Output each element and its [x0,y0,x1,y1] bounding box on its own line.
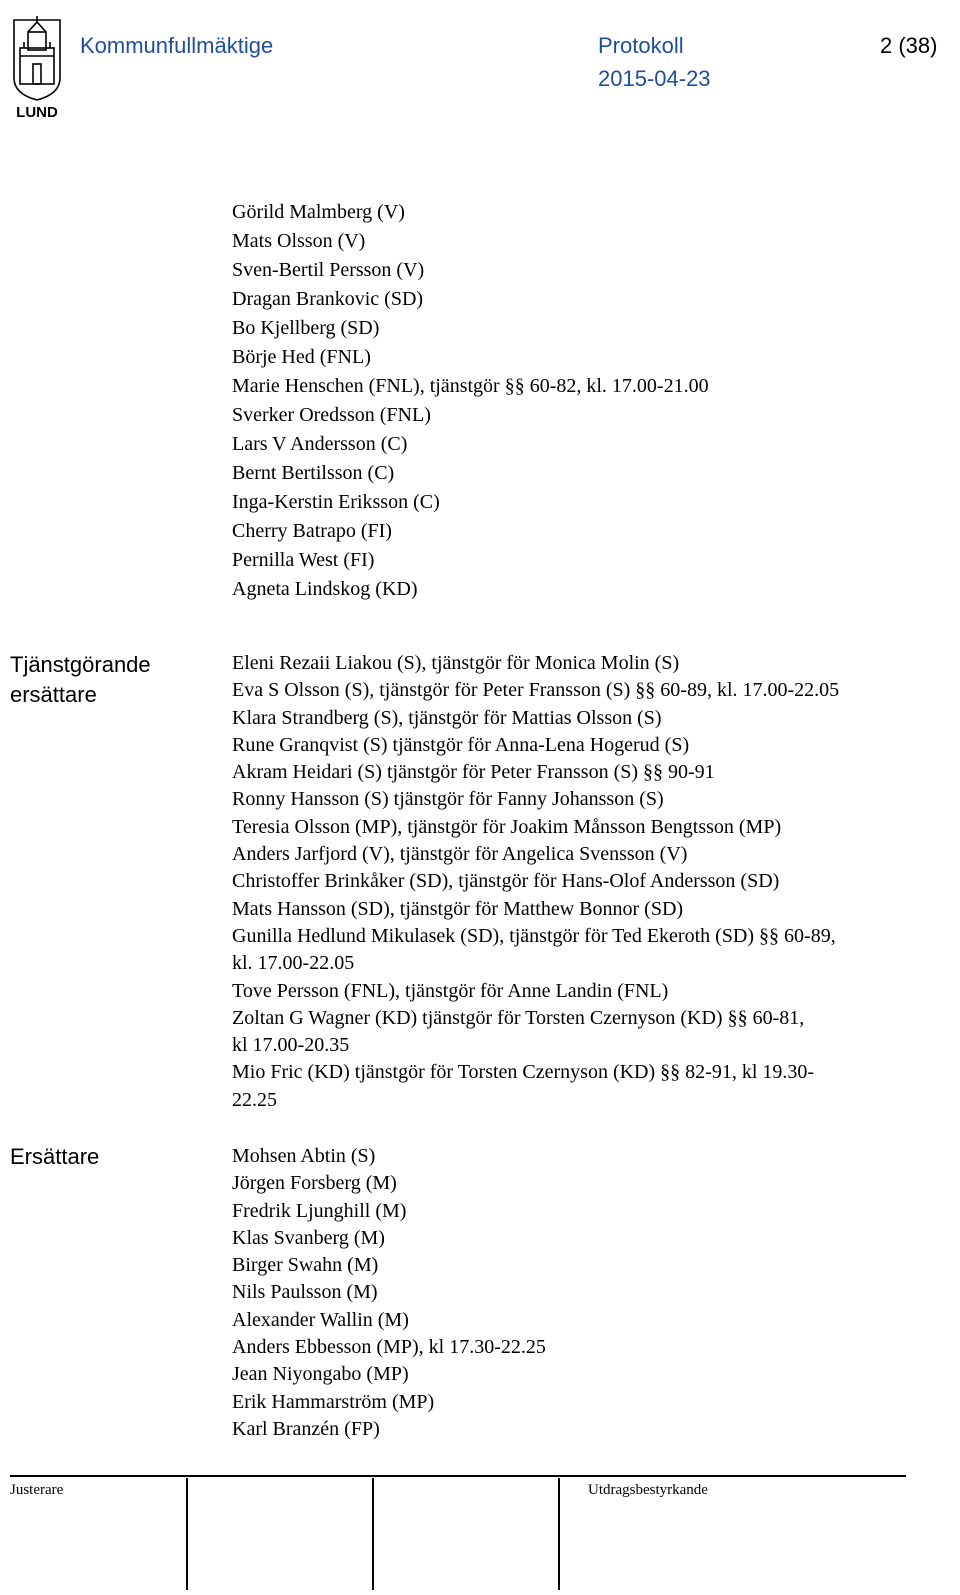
certification-label: Utdragsbestyrkande [588,1482,708,1498]
list-item: Sverker Oredsson (FNL) [232,404,431,426]
serving-substitutes-label [10,650,151,710]
list-item: Zoltan G Wagner (KD) tjänstgör för Torsten Czernyson (KD) §§ 60-81, [232,1006,805,1029]
members-list [232,198,709,604]
list-item: Fredrik Ljunghill (M) [232,1199,407,1222]
list-item: Christoffer Brinkåker (SD), tjänstgör för Hans-Olof Andersson (SD) [232,870,780,893]
lund-logo [6,8,68,120]
list-item: Jörgen Forsberg (M) [232,1172,397,1195]
list-item: Pernilla West (FI) [232,549,375,571]
serving-substitutes-list [232,650,839,1114]
castle-crest-icon [14,16,60,100]
list-item: kl 17.00-20.35 [232,1034,350,1057]
signature-box-divider [186,1478,188,1590]
list-item: Erik Hammarström (MP) [232,1390,435,1413]
list-item: Sven-Bertil Persson (V) [232,259,425,281]
list-item: Börje Hed (FNL) [232,346,371,368]
list-item: Mats Olsson (V) [232,230,366,252]
list-item: Inga-Kerstin Eriksson (C) [232,491,440,513]
list-item: Birger Swahn (M) [232,1254,379,1277]
list-item: Akram Heidari (S) tjänstgör för Peter Fransson (S) §§ 90-91 [232,761,715,784]
label-line: ersättare [10,682,97,707]
list-item: Teresia Olsson (MP), tjänstgör för Joakim Månsson Bengtsson (MP) [232,815,782,838]
list-item: Gunilla Hedlund Mikulasek (SD), tjänstgör för Ted Ekeroth (SD) §§ 60-89, [232,924,836,947]
logo-text: LUND [16,104,58,120]
list-item: Cherry Batrapo (FI) [232,520,392,542]
list-item: Ronny Hansson (S) tjänstgör för Fanny Johansson (S) [232,788,664,811]
list-item: Görild Malmberg (V) [232,201,405,223]
list-item: Tove Persson (FNL), tjänstgör för Anne Landin (FNL) [232,979,669,1002]
signature-box-divider [558,1478,560,1590]
list-item: Lars V Andersson (C) [232,433,408,455]
list-item: Mohsen Abtin (S) [232,1145,376,1167]
list-item: Anders Ebbesson (MP), kl 17.30-22.25 [232,1336,546,1359]
list-item: Bernt Bertilsson (C) [232,462,395,484]
list-item: Nils Paulsson (M) [232,1281,378,1304]
list-item: Bo Kjellberg (SD) [232,317,380,339]
page-number: 2 (38) [880,33,938,58]
document-type: Protokoll [598,33,684,58]
list-item: Marie Henschen (FNL), tjänstgör §§ 60-82, kl. 17.00-21.00 [232,375,709,397]
list-item: Klas Svanberg (M) [232,1226,385,1249]
list-item: Eva S Olsson (S), tjänstgör för Peter Fransson (S) §§ 60-89, kl. 17.00-22.05 [232,679,840,702]
adjusters-label: Justerare [10,1482,64,1498]
list-item: Jean Niyongabo (MP) [232,1363,409,1386]
list-item: Agneta Lindskog (KD) [232,578,418,600]
list-item: Karl Branzén (FP) [232,1417,380,1440]
list-item: Klara Strandberg (S), tjänstgör för Mattias Olsson (S) [232,706,662,729]
document-org: Kommunfullmäktige [80,33,274,58]
label-line: Tjänstgörande [10,652,151,677]
list-item: Eleni Rezaii Liakou (S), tjänstgör för Monica Molin (S) [232,652,680,674]
signature-box-divider [372,1478,374,1590]
list-item: Mats Hansson (SD), tjänstgör för Matthew Bonnor (SD) [232,897,684,920]
list-item: kl. 17.00-22.05 [232,952,355,975]
footer-divider [10,1475,906,1477]
list-item: Dragan Brankovic (SD) [232,288,424,310]
list-item: Anders Jarfjord (V), tjänstgör för Angelica Svensson (V) [232,843,688,866]
list-item: Alexander Wallin (M) [232,1308,409,1331]
document-date: 2015-04-23 [598,66,711,91]
list-item: Mio Fric (KD) tjänstgör för Torsten Czernyson (KD) §§ 82-91, kl 19.30- [232,1061,815,1084]
substitutes-label: Ersättare [10,1144,100,1169]
list-item: 22.25 [232,1088,277,1111]
substitutes-list [232,1143,546,1443]
list-item: Rune Granqvist (S) tjänstgör för Anna-Lena Hogerud (S) [232,733,690,756]
